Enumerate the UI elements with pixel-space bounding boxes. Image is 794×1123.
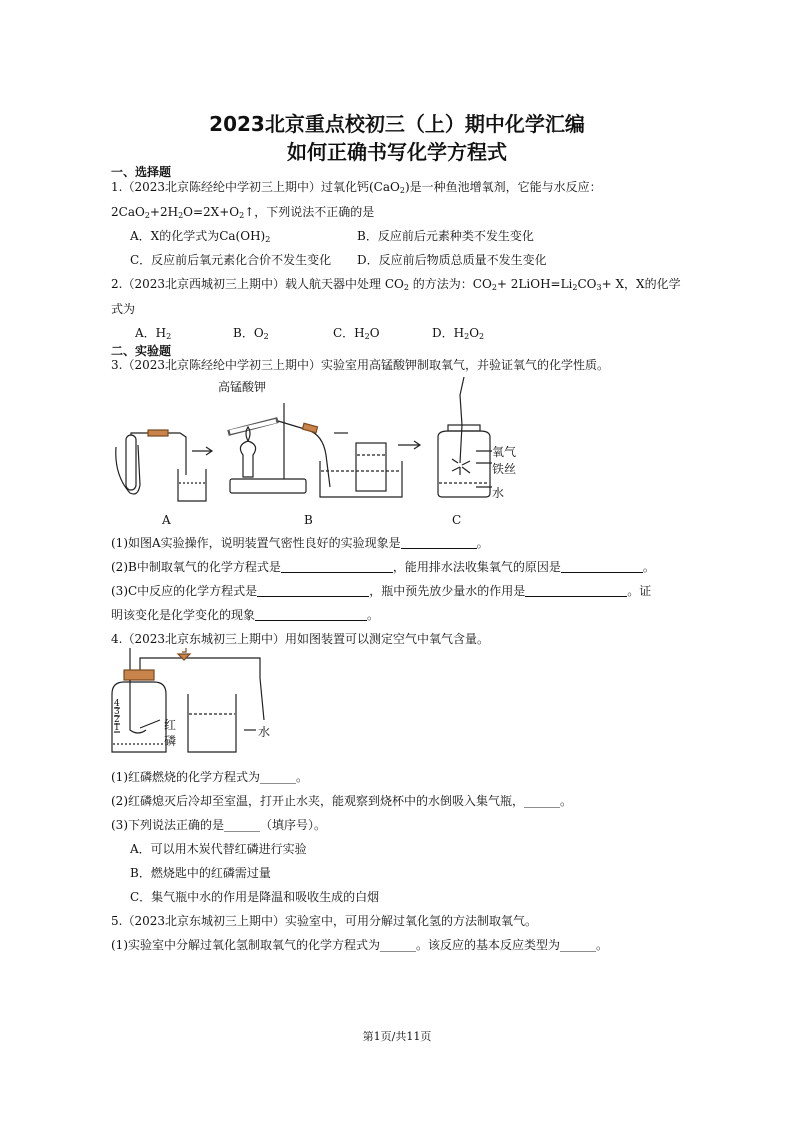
collecting-bottle <box>356 443 386 491</box>
q4-option-a: A．可以用木炭代替红磷进行实验 <box>130 842 307 856</box>
q2-option-b: B．$O_2$ <box>233 326 269 341</box>
delivery-tube-b <box>278 421 330 487</box>
beaker-b <box>188 694 236 752</box>
q3-part2: (2)B中制取氧气的化学方程式是 ，能用排水法收集氧气的原因是 。 <box>111 560 655 574</box>
label-water-q4: 水 <box>258 725 271 739</box>
page-footer: 第1页/共11页 <box>362 1030 432 1043</box>
q2-stem: 2.（2023北京西城初三上期中）载人航天器中处理 $CO_2$ 的方法为：$CO_2+$ $2LiOH=Li_2CO_3+ X$，X的化学 <box>111 277 681 292</box>
section-heading-choice: 一、选择题 <box>111 165 172 179</box>
q3-part3: (3)C中反应的化学方程式是 ，瓶中预先放少量水的作用是 。证 <box>111 584 652 598</box>
label-oxygen: 氧气 <box>492 445 517 459</box>
sparks <box>452 459 470 475</box>
q2-option-c: C．$H_2O$ <box>333 326 380 341</box>
label-red: 红 <box>164 718 177 732</box>
q1-option-d: D．反应前后物质总质量不发生变化 <box>357 253 547 267</box>
q4-option-b: B．燃烧匙中的红磷需过量 <box>130 866 271 880</box>
q3-part3-cont: 明该变化是化学变化的现象 。 <box>111 608 380 622</box>
arrow-b-to-c <box>398 441 420 449</box>
q1-option-a: A．X的化学式为$Ca(OH)_2$ <box>130 229 271 244</box>
connecting-tube <box>140 658 264 720</box>
q1-option-b: B．反应前后元素种类不发生变化 <box>357 229 534 243</box>
combustion-spoon <box>130 680 146 733</box>
q4-part1: (1)红磷燃烧的化学方程式为______。 <box>111 770 308 784</box>
q1-equation: $2CaO_2+2H_2O=2X+O_2↑$，下列说法不正确的是 <box>111 205 375 220</box>
iron-wire <box>460 377 464 463</box>
page-title: 2023北京重点校初三（上）期中化学汇编 <box>209 112 585 136</box>
figure-label-b: B <box>304 513 313 527</box>
arrow-a-to-b <box>192 447 212 455</box>
page-subtitle: 如何正确书写化学方程式 <box>287 140 507 164</box>
label-phosphorus: 磷 <box>164 734 177 748</box>
beaker-a <box>178 469 206 501</box>
q1-stem: 1.（2023北京陈经纶中学初三上期中）过氧化钙(CaO$_2$)是一种鱼池增氧剂，它能与水反应： <box>111 180 602 195</box>
label-iron-wire: 铁丝 <box>492 462 517 476</box>
figure-label-c: C <box>452 513 462 527</box>
q2-option-d: D．$H_2O_2$ <box>432 326 485 341</box>
stopper <box>124 670 154 680</box>
q1-option-c: C．反应前后氧元素化合价不发生变化 <box>130 253 332 267</box>
q4-part3: (3)下列说法正确的是______（填序号）。 <box>111 818 326 832</box>
figure-label-a: A <box>162 513 171 527</box>
section-heading-experiment: 二、实验题 <box>111 344 172 358</box>
gas-bottle <box>112 682 166 752</box>
q3-apparatus-figure <box>108 375 508 510</box>
q4-stem: 4.（2023北京东城初三上期中）用如图装置可以测定空气中氧气含量。 <box>111 632 489 646</box>
label-water-c: 水 <box>492 486 505 500</box>
q5-stem: 5.（2023北京东城初三上期中）实验室中，可用分解过氧化氢的方法制取氧气。 <box>111 914 537 928</box>
q4-option-c: C．集气瓶中水的作用是降温和吸收生成的白烟 <box>130 890 380 904</box>
scale-marks: 4 3 2 1 <box>114 699 120 733</box>
test-tube-a <box>126 435 136 490</box>
clamp-icon <box>182 648 186 652</box>
q5-part1: (1)实验室中分解过氧化氢制取氧气的化学方程式为______。该反应的基本反应类型为______。 <box>111 938 609 952</box>
water-trough <box>320 461 402 497</box>
stand-base <box>230 479 306 493</box>
q2-stem-cont: 式为 <box>111 302 136 316</box>
label-kmno4: 高锰酸钾 <box>218 380 267 394</box>
q4-part2: (2)红磷熄灭后冷却至室温，打开止水夹，能观察到烧杯中的水倒吸入集气瓶，______。 <box>111 794 573 808</box>
q2-option-a: A．$H_2$ <box>135 326 172 341</box>
q4-apparatus-figure <box>108 648 270 758</box>
q3-part1: (1)如图A实验操作，说明装置气密性良好的实验现象是 。 <box>111 536 489 550</box>
alcohol-lamp <box>240 441 255 477</box>
q3-stem: 3.（2023北京陈经纶中学初三上期中）实验室用高锰酸钾制取氧气，并验证氧气的化学性质。 <box>111 358 609 372</box>
